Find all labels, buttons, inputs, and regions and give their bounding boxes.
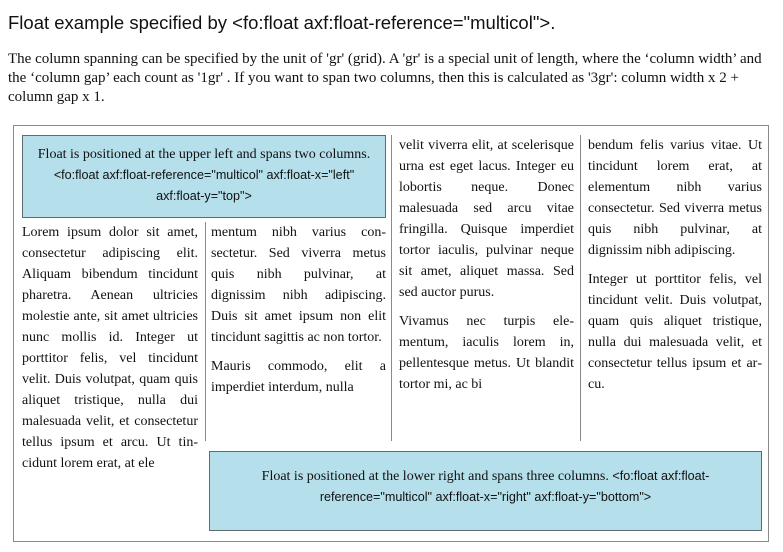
column-divider <box>205 222 206 441</box>
column-2-paragraph-1: mentum nibh varius consectetur. Sed viverra metus quis nibh pulvinar, at dignissim nibh adipiscing. Duis sit amet ipsum non elit tincidunt sagittis ac non tortor. <box>211 225 386 345</box>
float-top-left-text: Float is positioned at the upper left and spans two columns. <box>37 147 371 162</box>
column-2-paragraph-2: Mauris commodo, elit a imperdiet interdum, nulla <box>211 359 386 395</box>
float-bottom-right-text: Float is positioned at the lower right and spans three columns. <box>261 469 609 484</box>
multicolumn-page <box>13 125 769 542</box>
column-4 <box>588 135 762 441</box>
intro-paragraph: The column spanning can be specified by the unit of 'gr' (grid). A 'gr' is a special unit of length, where the ‘column width’ and the ‘column gap’ each count as '1gr' . If you want to span two columns, then this is calculated as '3gr': column width x 2 + column gap x 1. <box>8 51 762 105</box>
column-3-paragraph-1: velit viverra elit, at scelerisque urna est eget lacus. Integer eu lobortis neque. Donec malesuada sed arcu vitae fringilla. Quisque imperdiet tortor iaculis, pulvinar neque sit amet, aliquet massa. Sed sed auctor purus. <box>399 138 574 300</box>
column-4-paragraph-2: Integer ut porttitor felis, vel tincidunt velit. Duis volutpat, quam quis aliquet tristique, nulla dui malesuada velit, et consectetur tellus ipsum et arcu. <box>588 272 762 392</box>
float-bottom-right <box>209 451 762 531</box>
column-3-paragraph-2: Vivamus nec turpis elementum, iaculis lorem in, pellentesque metus. Ut blandit tortor mi, ac bi <box>399 314 574 392</box>
column-divider <box>580 135 581 441</box>
column-divider <box>391 135 392 441</box>
column-1 <box>22 222 198 537</box>
float-bottom-right-code: <fo:float axf:float-reference="multicol" axf:float-x="right" axf:float-y="bottom"> <box>319 469 710 504</box>
float-top-left-code: <fo:float axf:float-reference="multicol" axf:float-x="left" axf:float-y="top"> <box>53 168 355 203</box>
column-2 <box>211 222 386 441</box>
page-title: Float example specified by <fo:float axf:float-reference="multicol">. <box>8 12 556 33</box>
column-4-paragraph-1: bendum felis varius vitae. Ut tincidunt lorem erat, at elementum nibh varius consectetur. Sed viverra metus quis nibh pulvinar, at dignissim nibh adipiscing. <box>588 138 762 258</box>
column-1-paragraph-1: Lorem ipsum dolor sit amet, consectetur adipiscing elit. Aliquam bibendum tincidunt pharetra. Aenean ultricies molestie ante, sit amet ultricies nunc mollis id. Integer ut porttitor felis, vel tincidunt velit. Duis volutpat, quam quis aliquet tristique, nulla dui malesuada velit, et consectetur tellus ipsum et arcu. Ut tincidunt lorem erat, at ele <box>22 225 198 471</box>
float-top-left <box>22 135 386 218</box>
column-3 <box>399 135 574 441</box>
